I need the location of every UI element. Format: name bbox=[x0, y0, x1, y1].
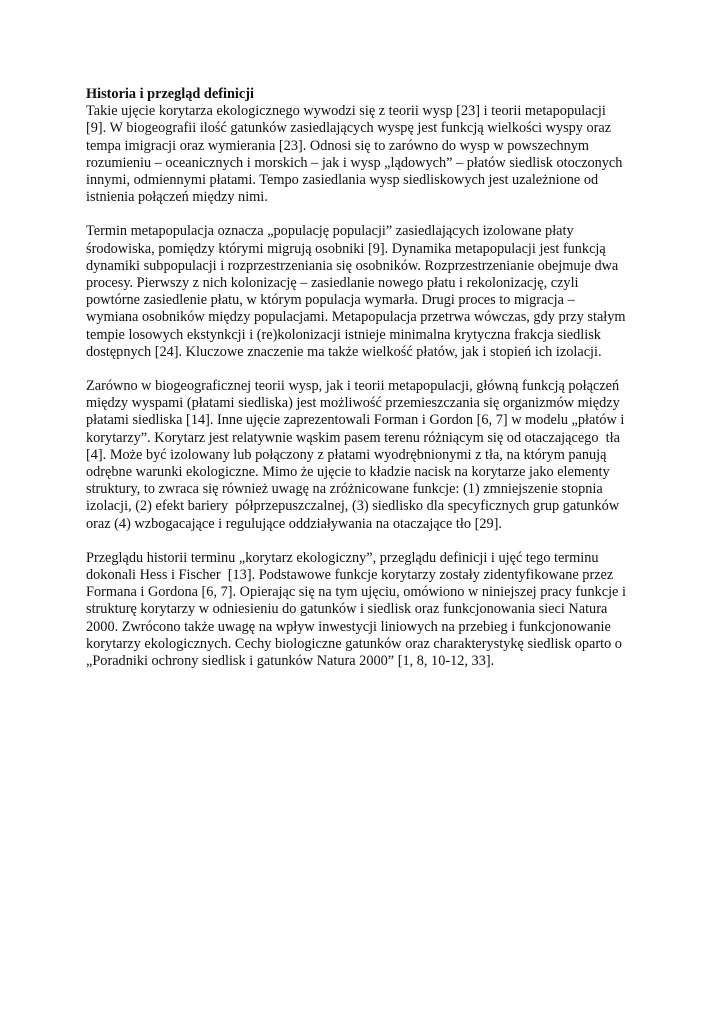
text-line: rozumieniu – oceanicznych i morskich – jak i wysp „lądowych” – płatów siedlisk otoczonych bbox=[86, 154, 623, 171]
section-heading: Historia i przegląd definicji bbox=[86, 86, 254, 102]
text-line: Zarówno w biogeograficznej teorii wysp, jak i teorii metapopulacji, główną funkcją połączeń bbox=[86, 378, 620, 395]
text-line: izolacji, (2) efekt bariery półprzepuszczalnej, (3) siedlisko dla specyficznych grup gatunków bbox=[86, 498, 620, 515]
document-page bbox=[86, 86, 646, 687]
text-line: 2000. Zwrócono także uwagę na wpływ inwestycji liniowych na przebieg i funkcjonowanie bbox=[86, 618, 611, 635]
text-line: środowiska, pomiędzy którymi migrują osobniki [9]. Dynamika metapopulacji jest funkcją bbox=[86, 240, 606, 257]
text-line: powtórne zasiedlenie płatu, w którym populacja wymarła. Drugi proces to migracja – bbox=[86, 292, 575, 309]
text-line: płatami siedliska [14]. Inne ujęcie zaprezentowali Forman i Gordon [6, 7] w modelu „płatów i bbox=[86, 412, 625, 429]
text-line: korytarzy ekologicznych. Cechy biologiczne gatunków oraz charakterystykę siedlisk oparto o bbox=[86, 635, 622, 652]
text-line: korytarzy”. Korytarz jest relatywnie wąskim pasem terenu różniącym się od otaczającego tła bbox=[86, 429, 620, 446]
text-line: istnienia połączeń między nimi. bbox=[86, 189, 268, 206]
text-line: między wyspami (płatami siedliska) jest możliwość przemieszczania się organizmów między bbox=[86, 395, 620, 412]
text-line: oraz (4) wzbogacające i regulujące oddziaływania na otaczające tło [29]. bbox=[86, 515, 502, 532]
text-line: Przeglądu historii terminu „korytarz ekologiczny”, przeglądu definicji i ujęć tego terminu bbox=[86, 549, 599, 566]
paragraph bbox=[86, 223, 646, 361]
text-line: innymi, odmiennymi płatami. Tempo zasiedlania wysp siedliskowych jest uzależnione od bbox=[86, 172, 599, 189]
text-line: tempie losowych ekstynkcji i (re)kolonizacji istnieje minimalna krytyczna frakcja siedlisk bbox=[86, 326, 601, 343]
text-line: tempa imigracji oraz wymierania [23]. Odnosi się to zarówno do wysp w powszechnym bbox=[86, 137, 590, 154]
paragraph bbox=[86, 103, 646, 206]
text-line: strukturę korytarzy w odniesieniu do gatunków i siedlisk oraz funkcjonowania sieci Natura bbox=[86, 601, 608, 618]
text-line: [4]. Może być izolowany lub połączony z płatami wyodrębnionymi z tła, na którym panują bbox=[86, 446, 607, 463]
text-line: odrębne warunki ekologiczne. Mimo że ujęcie to kładzie nacisk na korytarze jako elementy bbox=[86, 464, 610, 481]
text-line: dokonali Hess i Fischer [13]. Podstawowe funkcje korytarzy zostały zidentyfikowane przez bbox=[86, 567, 614, 584]
text-line: struktury, to zwraca się również uwagę na zróżnicowane funkcje: (1) zmniejszenie stopnia bbox=[86, 481, 603, 498]
text-line: [9]. W biogeografii ilość gatunków zasiedlających wyspę jest funkcją wielkości wyspy oraz bbox=[86, 120, 612, 137]
text-line: Takie ujęcie korytarza ekologicznego wywodzi się z teorii wysp [23] i teorii metapopulacji bbox=[86, 103, 606, 120]
text-line: Termin metapopulacja oznacza „populację populacji” zasiedlających izolowane płaty bbox=[86, 223, 574, 240]
text-line: dynamiki subpopulacji i rozprzestrzeniania się osobników. Rozprzestrzenianie obejmuje dwa bbox=[86, 257, 619, 274]
text-line: dostępnych [24]. Kluczowe znaczenie ma także wielkość płatów, jak i stopień ich izolacji. bbox=[86, 343, 602, 360]
text-line: wymiana osobników między populacjami. Metapopulacja przetrwa wówczas, gdy przy stałym bbox=[86, 309, 626, 326]
document-body bbox=[86, 103, 646, 670]
paragraph bbox=[86, 378, 646, 533]
paragraph bbox=[86, 550, 646, 670]
text-line: Formana i Gordona [6, 7]. Opierając się na tym ujęciu, omówiono w niniejszej pracy funkcje i bbox=[86, 584, 626, 601]
text-line: „Poradniki ochrony siedlisk i gatunków Natura 2000” [1, 8, 10-12, 33]. bbox=[86, 653, 495, 670]
text-line: procesy. Pierwszy z nich kolonizację – zasiedlanie nowego płatu i rekolonizację, czyli bbox=[86, 275, 579, 292]
